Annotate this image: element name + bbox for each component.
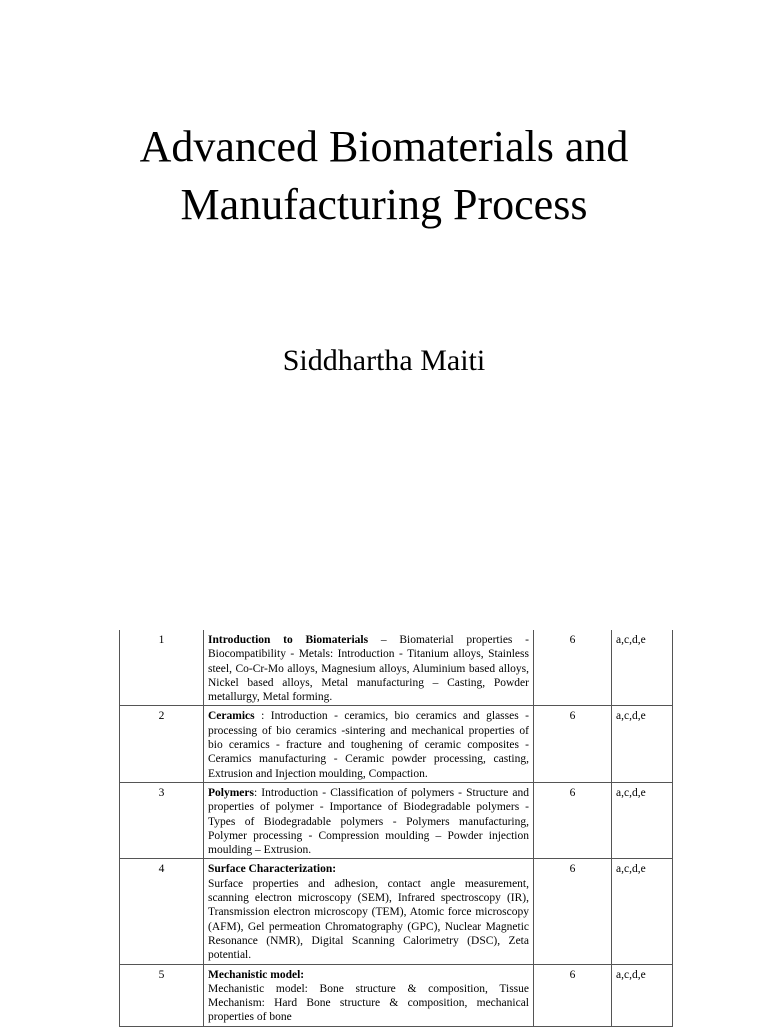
unit-body: Surface properties and adhesion, contact angle measurement, scanning electron microscopy (SEM), Infrared spectroscopy (IR), Transmission electron microscopy (TEM), Atomic force microscopy (AFM), Gel permeation Chromatography (GPC), Nuclear Magnetic Resonance (NMR), Digital Scanning Calorimetry (DSC), Zeta potential.	[208, 877, 529, 962]
unit-hours: 6	[534, 859, 612, 964]
unit-outcomes: a,c,d,e	[612, 964, 673, 1026]
unit-content	[204, 782, 534, 858]
unit-hours: 6	[534, 782, 612, 858]
unit-heading: Surface Characterization:	[208, 863, 337, 876]
unit-outcomes: a,c,d,e	[612, 859, 673, 964]
unit-content	[204, 964, 534, 1026]
title-line-2: Manufacturing Process	[180, 180, 588, 229]
unit-number: 4	[120, 859, 204, 964]
unit-hours: 6	[534, 964, 612, 1026]
unit-number: 2	[120, 706, 204, 782]
unit-hours: 6	[534, 630, 612, 706]
unit-content	[204, 630, 534, 706]
table-row	[120, 706, 673, 782]
table-row	[120, 782, 673, 858]
unit-heading: Polymers	[208, 786, 254, 799]
unit-outcomes: a,c,d,e	[612, 706, 673, 782]
syllabus-table	[119, 630, 673, 1027]
unit-body: : Introduction - ceramics, bio ceramics and glasses - processing of bio ceramics -sintering and mechanical properties of bio ceramics - fracture and toughening of ceramic composites - Ceramics manufacturing - Ceramic powder processing, casting, Extrusion and Injection moulding, Compaction.	[208, 710, 529, 780]
unit-content	[204, 706, 534, 782]
unit-number: 1	[120, 630, 204, 706]
unit-outcomes: a,c,d,e	[612, 782, 673, 858]
unit-outcomes: a,c,d,e	[612, 630, 673, 706]
unit-heading: Mechanistic model:	[208, 968, 305, 981]
unit-content	[204, 859, 534, 964]
table-row	[120, 859, 673, 964]
unit-body: : Introduction - Classification of polymers - Structure and properties of polymer - Importance of Biodegradable polymers - Types of Biodegradable polymers - Polymers manufacturing, Polymer processing - Compression moulding – Powder injection moulding – Extrusion.	[208, 786, 529, 857]
unit-body: Mechanistic model: Bone structure & composition, Tissue Mechanism: Hard Bone structure & composition, mechanical properties of bone	[208, 982, 529, 1024]
table-row	[120, 964, 673, 1026]
title-line-1: Advanced Biomaterials and	[139, 122, 629, 171]
unit-body: – Biomaterial properties - Biocompatibility - Metals: Introduction - Titanium alloys, Stainless steel, Co-Cr-Mo alloys, Magnesium alloys, Aluminium based alloys, Nickel based alloys, Metal manufacturing – Casting, Powder metallurgy, Metal forming.	[208, 634, 529, 704]
unit-heading: Introduction to Biomaterials	[208, 634, 369, 646]
slide-title	[0, 118, 768, 234]
unit-number: 3	[120, 782, 204, 858]
author-name: Siddhartha Maiti	[282, 344, 486, 377]
table-row	[120, 630, 673, 706]
unit-number: 5	[120, 964, 204, 1026]
unit-heading: Ceramics	[208, 710, 255, 723]
unit-hours: 6	[534, 706, 612, 782]
